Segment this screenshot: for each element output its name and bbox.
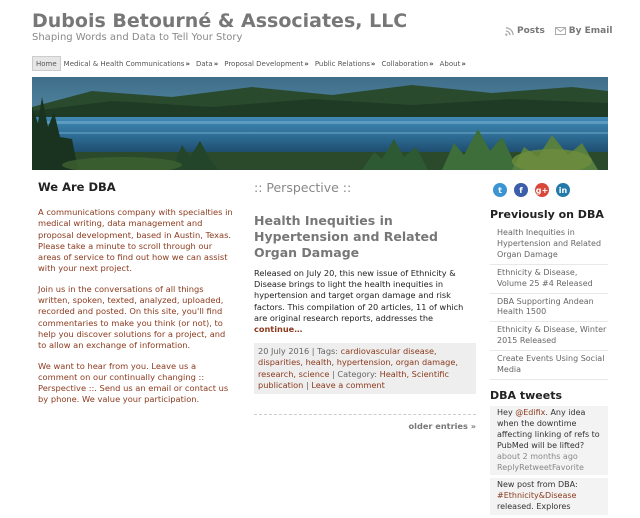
post-meta: 20 July 2016 | Tags: cardiovascular disease, disparities, health, hypertension, organ damage, research, science | Category: Health, Scientific publication | Leave a comment [254, 343, 476, 394]
nav-label: About [439, 59, 461, 68]
recent-posts-list [490, 225, 608, 380]
nav-label: Home [36, 59, 57, 68]
category-label: Category: [337, 368, 377, 379]
main-nav [32, 56, 608, 71]
tweet-text: . Any idea when the downtime affecting linking of refs to PubMed will be lifted? [497, 407, 600, 450]
twitter-glyph: t [498, 185, 502, 195]
chevron-down-icon: » [213, 59, 219, 68]
post-category-links[interactable]: Health, Scientific publication [258, 368, 450, 390]
nav-item-data[interactable] [193, 56, 221, 71]
linkedin-icon[interactable] [556, 183, 570, 197]
nav-label: Medical & Health Communications [63, 59, 185, 68]
google-plus-icon[interactable] [535, 183, 549, 197]
linkedin-glyph: in [558, 185, 568, 195]
tweet-hashtag-link[interactable]: #Ethnicity&Disease [497, 491, 577, 501]
site-tagline: Shaping Words and Data to Tell Your Story [32, 32, 243, 43]
nav-label: Public Relations [314, 59, 370, 68]
intro-paragraph: A communications company with specialties in medical writing, data management and proposal development, based in Austin, Texas. Please take a minute to scroll through our areas of service to find out how we can assist with your next project. [38, 207, 233, 274]
recent-post-link[interactable]: Ethnicity & Disease, Winter 2015 Released [490, 322, 608, 351]
chevron-down-icon: » [185, 59, 190, 68]
nav-item-about[interactable] [437, 56, 469, 71]
google-plus-glyph: g+ [535, 185, 549, 195]
tweets-heading: DBA tweets [490, 388, 563, 402]
posts-feed-link[interactable] [505, 26, 545, 36]
by-email-label: By Email [568, 26, 613, 36]
divider [254, 414, 476, 415]
sidebar [490, 208, 608, 518]
tags-label: Tags: [317, 346, 339, 357]
leave-comment-link[interactable]: Leave a comment [311, 379, 385, 390]
tweet-mention-link[interactable]: @Edifix [515, 407, 546, 417]
recent-post-link[interactable]: Ethnicity & Disease, Volume 25 #4 Released [490, 265, 608, 294]
intro-column [38, 180, 235, 415]
email-icon [555, 27, 566, 35]
nav-item-collaboration[interactable] [378, 56, 436, 71]
tweet-text: released. Explores [497, 502, 571, 512]
tweet [490, 406, 608, 475]
chevron-down-icon: » [304, 59, 309, 68]
post-date: 20 July 2016 [258, 346, 310, 357]
tweet [490, 478, 608, 515]
chevron-down-icon: » [370, 59, 376, 68]
recent-post-link[interactable]: DBA Supporting Andean Health 1500 [490, 294, 608, 323]
previously-heading: Previously on DBA [490, 208, 604, 221]
post-tags-links[interactable]: cardiovascular disease, disparities, health, hypertension, organ damage, research, science [258, 346, 459, 379]
post-excerpt [254, 268, 476, 335]
tweet-text: New post from DBA: [497, 480, 578, 490]
tweet-time[interactable]: about 2 months ago [497, 451, 578, 461]
blog-column [254, 180, 476, 431]
posts-label: Posts [517, 26, 545, 36]
recent-post-link[interactable]: Health Inequities in Hypertension and Related Organ Damage [490, 225, 608, 265]
email-subscribe-link[interactable] [555, 26, 613, 36]
facebook-icon[interactable] [514, 183, 528, 197]
nav-label: Proposal Development [224, 59, 304, 68]
intro-paragraph: We want to hear from you. Leave us a comment on our continually changing :: Perspective ::. Send us an email or contact us by phone. We value your participation. [38, 360, 229, 405]
twitter-icon[interactable] [493, 183, 507, 197]
tweets-widget [490, 389, 608, 515]
chevron-down-icon: » [429, 59, 434, 68]
nav-item-medical-health[interactable] [61, 56, 193, 71]
chevron-down-icon: » [461, 59, 466, 68]
rss-icon [505, 27, 514, 36]
section-title: :: Perspective :: [254, 180, 352, 195]
site-title[interactable]: Dubois Betourné & Associates, LLC [32, 10, 408, 32]
tweet-actions[interactable]: ReplyRetweetFavorite [497, 462, 584, 472]
recent-post-link[interactable]: Create Events Using Social Media [490, 351, 608, 380]
post-excerpt-text: Released on July 20, this new issue of Ethnicity & Disease brings to light the health inequities in hypertension and target organ damage and risk factors. This compilation of 20 articles, 11 of which are original research reports, addresses the [254, 268, 464, 323]
header-lake-image [32, 77, 608, 170]
nav-label: Collaboration [381, 59, 429, 68]
tweet-text: Hey [497, 407, 516, 417]
intro-heading: We Are DBA [38, 180, 116, 194]
post-title-link[interactable]: Health Inequities in Hypertension and Related Organ Damage [254, 213, 438, 260]
nav-item-home[interactable] [32, 56, 61, 71]
older-entries-link[interactable]: older entries » [408, 421, 476, 432]
nav-item-proposal[interactable] [221, 56, 312, 71]
intro-paragraph: Join us in the conversations of all things written, spoken, texted, analyzed, uploaded, recorded and posted. On this site, you'll find commentaries to make you think (or not), to help you discover solutions for a project, and to allow an exchange of information. [38, 283, 226, 351]
social-icons [493, 183, 570, 197]
nav-item-public-relations[interactable] [312, 56, 379, 71]
facebook-glyph: f [519, 185, 523, 195]
continue-reading-link[interactable]: continue… [254, 324, 303, 335]
subscribe-links [505, 26, 612, 36]
nav-label: Data [195, 59, 213, 68]
